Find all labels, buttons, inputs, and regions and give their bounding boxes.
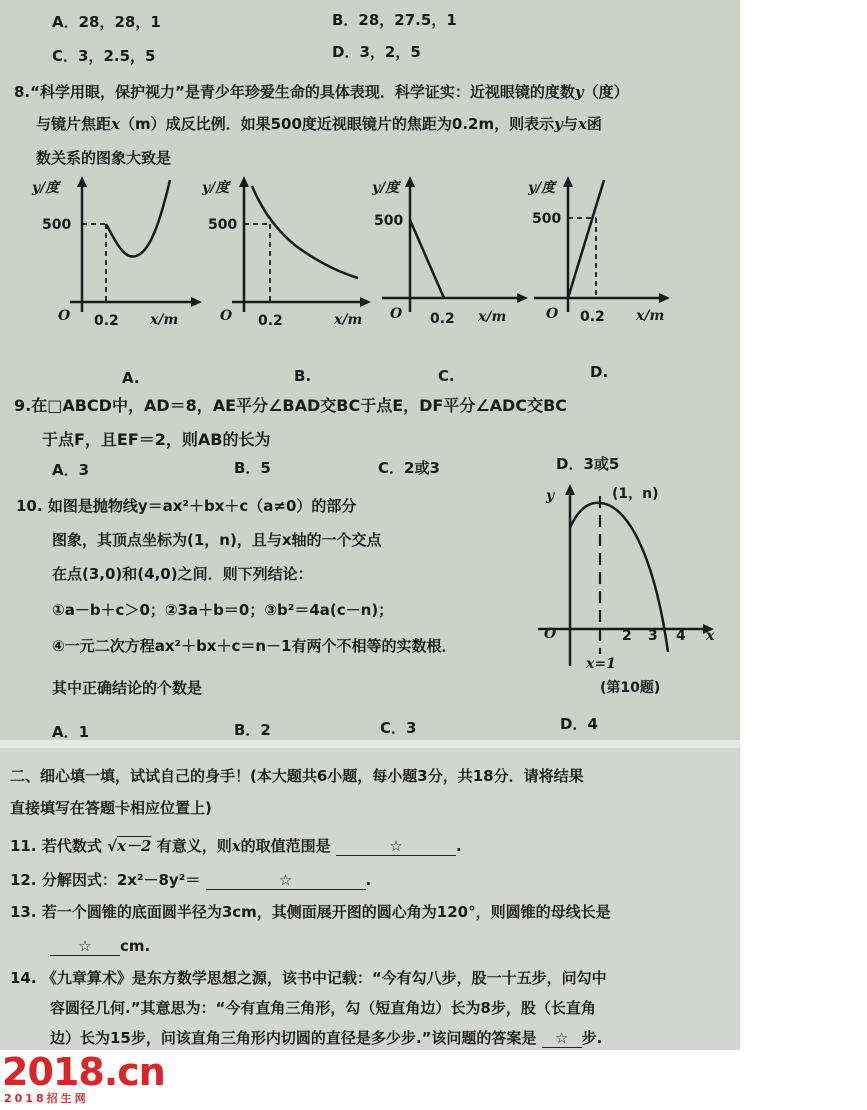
graph-c-line: [410, 220, 444, 298]
q10-option-b: B．2: [234, 721, 271, 739]
graph-b-x-label: x/m: [334, 312, 363, 328]
graph-d-line: [568, 180, 604, 298]
q11: 11. 若代数式 √x－2 有意义，则x的取值范围是 ☆ .: [10, 837, 462, 855]
q10-vertex-label: (1，n): [612, 486, 659, 502]
q7-option-d: D．3，2，5: [332, 43, 421, 61]
graph-d-y-label: y/度: [528, 180, 556, 196]
graph-b-curve: [252, 186, 358, 278]
graph-c-x-label: x/m: [478, 309, 507, 325]
q10-option-a: A．1: [52, 723, 90, 741]
q8-option-c: C.: [438, 367, 455, 385]
q11-number: 11.: [10, 837, 37, 855]
graph-d-origin: O: [546, 306, 559, 322]
q8-graph-b: [196, 172, 386, 337]
q12: 12. 分解因式：2x²－8y²＝ ☆ .: [10, 871, 372, 889]
graph-c-origin: O: [390, 306, 403, 322]
graph-d-x-value: 0.2: [580, 309, 605, 325]
graph-d-x-label: x/m: [636, 308, 665, 324]
section2-line1: 二、细心填一填，试试自己的身手！(本大题共6小题，每小题3分，共18分．请将结果: [10, 767, 584, 785]
q10-line6: 其中正确结论的个数是: [52, 679, 203, 697]
q7-option-b: B．28，27.5，1: [332, 11, 457, 29]
q12-answer-blank[interactable]: ☆: [206, 871, 366, 890]
graph-c-x-arrow: [517, 293, 528, 303]
radical: √x－2: [107, 837, 152, 855]
q9-option-b: B．5: [234, 459, 271, 477]
q13-line1: 13. 若一个圆锥的底面圆半径为3cm，其侧面展开图的圆心角为120°，则圆锥的母线长是: [10, 903, 611, 921]
section2-line2: 直接填写在答题卡相应位置上): [10, 799, 212, 817]
q10-option-d: D．4: [560, 715, 598, 733]
graph-c-y-value: 500: [374, 213, 404, 229]
q7-option-a: A．28，28，1: [52, 13, 161, 31]
logo-main-text: 2018.cn: [2, 1050, 165, 1094]
q14-number: 14.: [10, 969, 37, 987]
graph-b-x-value: 0.2: [258, 313, 283, 329]
q8-option-d: D.: [590, 363, 609, 381]
q10-origin: O: [544, 626, 557, 642]
q12-number: 12.: [10, 871, 37, 889]
q11-answer-blank[interactable]: ☆: [336, 837, 456, 856]
q10-tick-2: 2: [622, 628, 632, 644]
q9-option-a: A．3: [52, 461, 90, 479]
q10-line1: 10. 如图是抛物线y＝ax²＋bx＋c（a≠0）的部分: [16, 497, 357, 515]
q13-answer-blank[interactable]: ☆: [50, 937, 120, 956]
q14-answer-blank[interactable]: ☆: [542, 1029, 582, 1048]
graph-a-x-label: x/m: [150, 312, 179, 328]
graph-a-origin: O: [58, 308, 71, 324]
q8-option-b: B.: [294, 367, 312, 385]
site-logo: [2, 1050, 165, 1108]
graph-a-y-value: 500: [42, 217, 72, 233]
q8-line2: 与镜片焦距x（m）成反比例．如果500度近视眼镜片的焦距为0.2m，则表示y与x函: [36, 115, 602, 133]
q13-line2: ☆ cm.: [50, 936, 150, 956]
q8-number: 8.: [14, 83, 31, 101]
q9-number: 9.: [14, 396, 32, 415]
q10-x-label: x: [706, 628, 715, 644]
graph-c-y-arrow: [405, 176, 415, 187]
q8-line1: 8.“科学用眼，保护视力”是青少年珍爱生命的具体表现．科学证实：近视眼镜的度数y（度）: [14, 83, 629, 101]
q7-option-c: C．3，2.5，5: [52, 47, 156, 65]
q14-line2: 容圆径几何.”其意思为：“今有直角三角形，勾（短直角边）长为8步，股（长直角: [50, 999, 596, 1017]
q9-line1: 9.在□ABCD中，AD＝8，AE平分∠BAD交BC于点E，DF平分∠ADC交BC: [14, 396, 568, 415]
q9-line2: 于点F，且EF＝2，则AB的长为: [42, 430, 271, 449]
q14-line1: 14. 《九章算术》是东方数学思想之源，该书中记载：“今有勾八步，股一十五步，问勾中: [10, 969, 607, 987]
graph-b-y-arrow: [239, 176, 249, 187]
graph-b-y-value: 500: [208, 217, 238, 233]
q10-y-label: y: [546, 488, 555, 504]
q10-number: 10.: [16, 497, 43, 515]
q14-line3: 边）长为15步，问该直角三角形内切圆的直径是多少步.”该问题的答案是 ☆ 步.: [50, 1029, 603, 1047]
q10-axis-label: x=1: [586, 656, 616, 672]
scan-band: [0, 740, 740, 748]
q10-tick-3: 3: [648, 628, 658, 644]
graph-a-x-value: 0.2: [94, 313, 119, 329]
graph-c-x-value: 0.2: [430, 311, 455, 327]
q8-option-a: A.: [122, 369, 140, 387]
q10-option-c: C．3: [380, 719, 417, 737]
graph-a-y-label: y/度: [32, 180, 60, 196]
graph-b-origin: O: [220, 308, 233, 324]
q8-graph-a: [20, 172, 210, 337]
graph-a-curve: [106, 180, 170, 257]
q8-graph-c: [368, 172, 543, 337]
q9-option-d: D．3或5: [556, 455, 620, 473]
q10-y-arrow: [565, 484, 575, 495]
q8-line3: 数关系的图象大致是: [36, 149, 172, 167]
q10-line5: ④一元二次方程ax²＋bx＋c＝n－1有两个不相等的实数根．: [52, 637, 457, 655]
graph-d-y-value: 500: [532, 211, 562, 227]
q10-line4: ①a－b＋c＞0；②3a＋b＝0；③b²＝4a(c－n)；: [52, 601, 394, 619]
q10-tick-4: 4: [676, 628, 686, 644]
graph-d-y-arrow: [563, 176, 573, 187]
q10-line3: 在点(3,0)和(4,0)之间．则下列结论：: [52, 565, 313, 583]
q9-option-c: C．2或3: [378, 459, 440, 477]
q10-caption: (第10题): [600, 680, 661, 696]
q8-graph-d: [528, 172, 708, 337]
logo-sub-text: 2018招生网: [4, 1092, 89, 1105]
graph-c-y-label: y/度: [372, 180, 400, 196]
graph-b-y-label: y/度: [202, 180, 230, 196]
q10-line2: 图象，其顶点坐标为(1，n)，且与x轴的一个交点: [52, 531, 382, 549]
q10-figure: [530, 476, 735, 706]
graph-d-x-arrow: [659, 293, 670, 303]
q13-number: 13.: [10, 903, 37, 921]
graph-a-y-arrow: [77, 176, 87, 187]
